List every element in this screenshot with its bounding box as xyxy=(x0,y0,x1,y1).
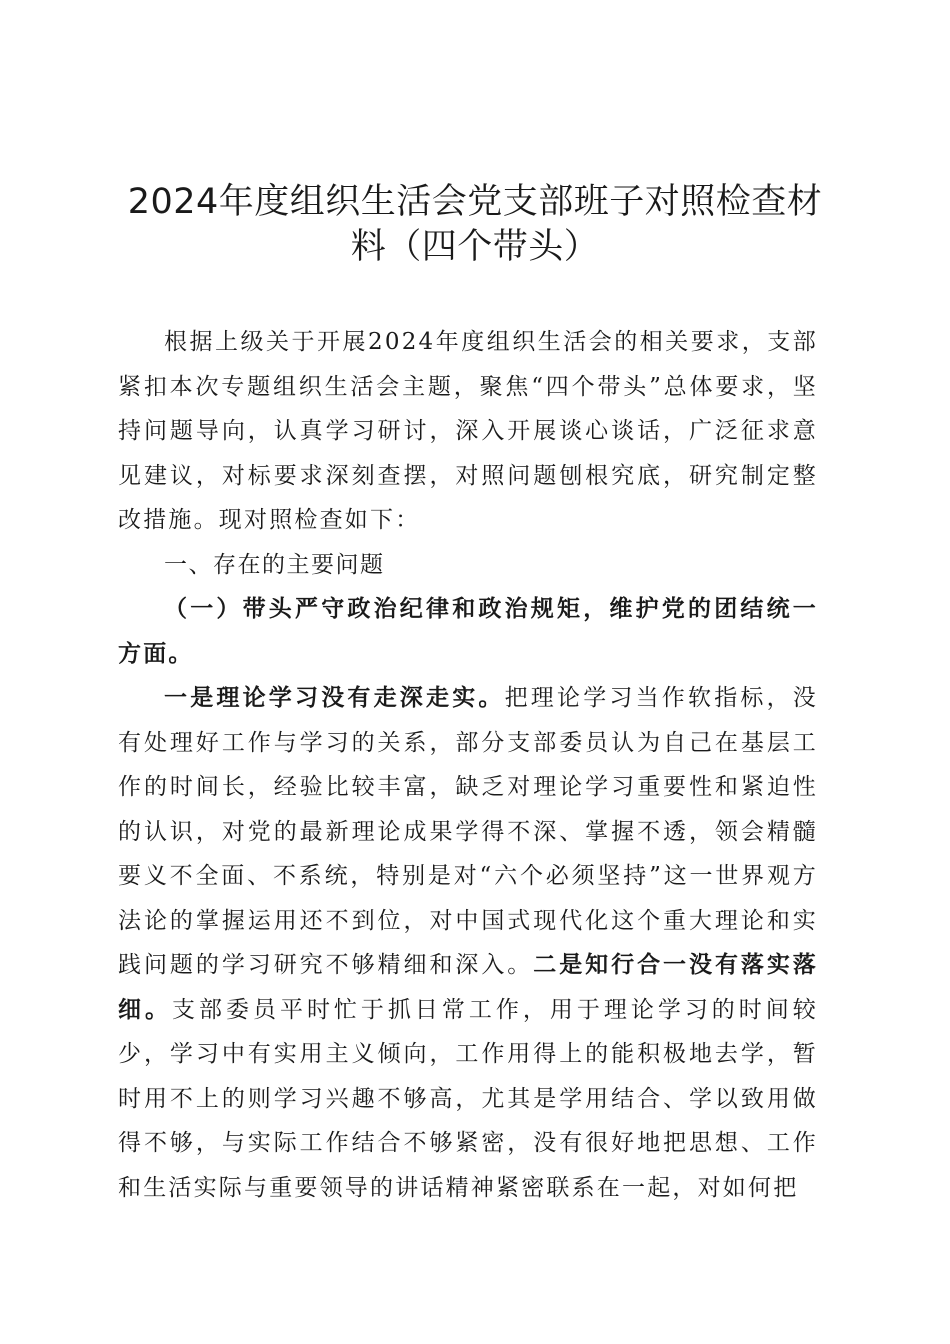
point-2-lead: 二是知行合一没有落实落细。 xyxy=(118,951,819,1023)
document-title: 2024年度组织生活会党支部班子对照检查材料（四个带头） xyxy=(127,182,823,267)
problems-paragraph xyxy=(118,676,818,1210)
subsection-heading: （一）带头严守政治纪律和政治规矩，维护党的团结统一方面。 xyxy=(118,595,818,667)
point-1-text: 把理论学习当作软指标，没有处理好工作与学习的关系，部分支部委员认为自己在基层工作的时间长，经验比较丰富，缺乏对理论学习重要性和紧迫性的认识，对党的最新理论成果学得不深、掌握不透，领会精髓要义不全面、不系统，特别是对“六个必须坚持”这一世界观方法论的掌握运用还不到位，对中国式现代化这个重大理论和实践问题的学习研究不够精细和深入。 xyxy=(118,685,818,978)
intro-paragraph: 根据上级关于开展2024年度组织生活会的相关要求，支部紧扣本次专题组织生活会主题，聚焦“四个带头”总体要求，坚持问题导向，认真学习研讨，深入开展谈心谈话，广泛征求意见建议，对标要求深刻查摆，对照问题刨根究底，研究制定整改措施。现对照检查如下： xyxy=(118,329,818,533)
point-2-text: 支部委员平时忙于抓日常工作，用于理论学习的时间较少，学习中有实用主义倾向，工作用得上的能积极地去学，暂时用不上的则学习兴趣不够高，尤其是学用结合、学以致用做得不够，与实际工作结合不够紧密，没有很好地把思想、工作和生活实际与重要领导的讲话精神紧密联系在一起，对如何把 xyxy=(118,996,818,1201)
point-1-lead: 一是理论学习没有走深走实。 xyxy=(164,684,505,711)
section-heading: 一、存在的主要问题 xyxy=(164,551,385,578)
document-body xyxy=(118,320,818,1210)
